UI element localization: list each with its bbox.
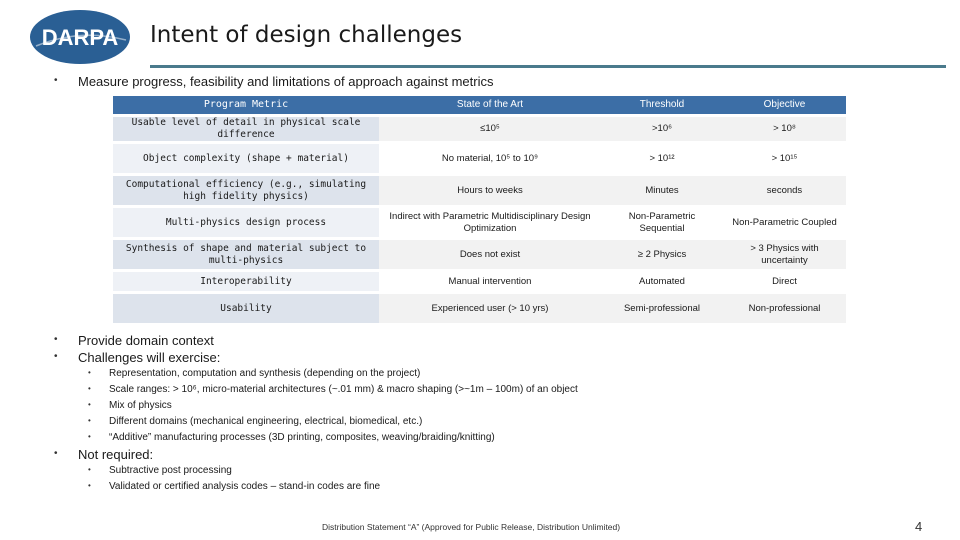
table-row [113, 207, 846, 239]
table-cell: ≥ 2 Physics [601, 239, 723, 271]
title-rule [150, 65, 946, 68]
list-item-text: Scale ranges: > 10⁶, micro-material architectures (~.01 mm) & macro shaping (>~1m – 100m) of an object [109, 384, 578, 395]
metrics-table [113, 96, 846, 326]
exercise-bullet-text: Challenges will exercise: [78, 350, 221, 365]
table-cell: Usable level of detail in physical scale difference [113, 116, 379, 143]
bullet-icon: • [88, 465, 91, 474]
list-item-text: Representation, computation and synthesis (depending on the project) [109, 368, 421, 379]
bullet-icon: • [54, 334, 58, 345]
intro-bullet-text: Measure progress, feasibility and limitations of approach against metrics [78, 74, 494, 89]
table-header-row [113, 96, 846, 116]
table-cell: Semi-professional [601, 293, 723, 325]
bullet-icon: • [88, 400, 91, 409]
logo-text: DARPA [41, 25, 119, 50]
header-threshold: Threshold [601, 96, 723, 116]
list-item [88, 465, 232, 476]
bullet-icon: • [54, 75, 58, 86]
table-cell: Experienced user (> 10 yrs) [379, 293, 601, 325]
table-row [113, 239, 846, 271]
list-item [88, 384, 578, 395]
table-cell: Indirect with Parametric Multidisciplinary Design Optimization [379, 207, 601, 239]
not-required-label: Not required: [78, 447, 154, 462]
table-cell: Synthesis of shape and material subject to multi-physics [113, 239, 379, 271]
bullet-icon: • [54, 448, 58, 459]
table-cell: Minutes [601, 175, 723, 207]
table-cell: Multi-physics design process [113, 207, 379, 239]
list-item-text: Validated or certified analysis codes – stand-in codes are fine [109, 481, 381, 492]
table-cell: Direct [723, 271, 846, 293]
table-cell: Non-Parametric Coupled [723, 207, 846, 239]
bullet-icon: • [54, 351, 58, 362]
not-required-bullet [54, 447, 154, 462]
list-item [88, 400, 172, 411]
page-number: 4 [915, 519, 923, 534]
table-cell: Interoperability [113, 271, 379, 293]
table-cell: Manual intervention [379, 271, 601, 293]
header-objective: Objective [723, 96, 846, 116]
header-state-of-art: State of the Art [379, 96, 601, 116]
table-cell: Automated [601, 271, 723, 293]
bullet-icon: • [88, 368, 91, 377]
table-cell: Object complexity (shape + material) [113, 143, 379, 175]
table-cell: > 10¹⁵ [723, 143, 846, 175]
list-item-text: “Additive” manufacturing processes (3D printing, composites, weaving/braiding/knitting) [109, 432, 495, 443]
page-title: Intent of design challenges [150, 22, 463, 48]
bullet-icon: • [88, 481, 91, 490]
table-cell: ≤10⁵ [379, 116, 601, 143]
table-cell: > 10¹² [601, 143, 723, 175]
list-item [88, 481, 381, 492]
header-program-metric: Program Metric [113, 96, 379, 116]
list-item-text: Subtractive post processing [109, 465, 232, 476]
table-row [113, 293, 846, 325]
context-bullet-text: Provide domain context [78, 333, 214, 348]
table-cell: > 3 Physics with uncertainty [723, 239, 846, 271]
table-cell: Non-Parametric Sequential [601, 207, 723, 239]
table-cell: Computational efficiency (e.g., simulating high fidelity physics) [113, 175, 379, 207]
table-cell: Non-professional [723, 293, 846, 325]
bullet-icon: • [88, 416, 91, 425]
table-cell: Usability [113, 293, 379, 325]
table-row [113, 271, 846, 293]
table-cell: seconds [723, 175, 846, 207]
context-bullet [54, 333, 214, 348]
distribution-statement: Distribution Statement “A” (Approved for Public Release, Distribution Unlimited) [322, 522, 621, 532]
table-cell: Does not exist [379, 239, 601, 271]
list-item-text: Mix of physics [109, 400, 172, 411]
table-row [113, 143, 846, 175]
bullet-icon: • [88, 384, 91, 393]
table-cell: > 10⁸ [723, 116, 846, 143]
table-row [113, 175, 846, 207]
list-item-text: Different domains (mechanical engineering, electrical, biomedical, etc.) [109, 416, 423, 427]
list-item [88, 368, 421, 379]
table-cell: Hours to weeks [379, 175, 601, 207]
table-cell: >10⁶ [601, 116, 723, 143]
darpa-logo [28, 8, 132, 66]
list-item [88, 416, 423, 427]
list-item [88, 432, 495, 443]
bullet-icon: • [88, 432, 91, 441]
intro-bullet [54, 74, 494, 89]
exercise-bullet [54, 350, 221, 365]
table-cell: No material, 10⁵ to 10⁹ [379, 143, 601, 175]
table-row [113, 116, 846, 143]
